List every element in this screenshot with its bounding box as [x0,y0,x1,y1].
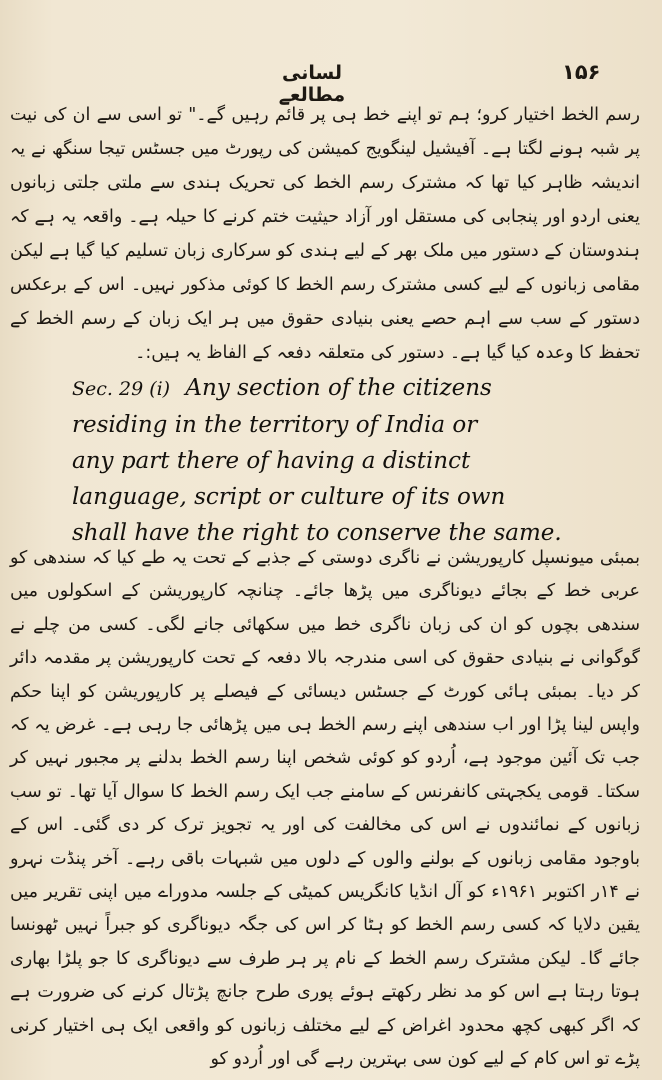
text-line: لگتا ہے۔ آفیشیل لینگویج کمیشن کی رپورٹ میں جسٹس تیجا سنگھ نے یہ اندیشہ ظاہر کیا تھا کہ مشترک [10,139,640,193]
text-line: یکجہتی کانفرنس کے سامنے جب ایک رسم الخط کا سوال آیا تھا۔ تو سب زبانوں کے نمائندوں نے [10,781,640,836]
text-line: گا۔ لیکن مشترک رسم الخط کے نام پر ہر طرف سے دیوناگری کا جو پلڑا بھاری ہوتا رہتا ہے اس کو مد نظر رکھتے [10,948,640,1003]
text-line: کے سب سے اہم حصے یعنی بنیادی حقوق میں ہر ایک زبان کے رسم الخط کے تحفظ کا وعدہ کیا گیا ہے۔ دستور [10,309,640,363]
text-line: یہ کہ جب تک آئین موجود ہے، اُردو کو کوئی شخص اپنا رسم الخط بدلنے پر مجبور نہیں کر سکتا۔ قومی [10,715,640,802]
page-header [0,56,662,106]
quote-line: language, script or culture of its own [72,484,506,510]
text-line: ناگری خط میں سکھائی جانے لگی۔ کسی من چلے نے گوگوانی نے بنیادی حقوق کی اسی مندرجہ بالا [10,614,640,669]
quote-line: residing in the territory of India or [72,412,478,438]
text-line: کی متعلقہ دفعہ کے الفاظ یہ ہیں:۔ [135,343,394,363]
text-line: ہوئے پوری طرح جانچ پڑتال کرنے کی ضرورت ہے کہ اگر کبھی کچھ محدود اغراض کے لیے مختلف [10,982,640,1036]
section-reference: Sec. 29 (i) [72,378,171,400]
text-line: رسم الخط کی تحریک ہندی سے ملتی جلتی زبانوں یعنی اردو اور پنجابی کی مستقل اور آزاد حیثیت ختم کرنے [10,173,640,227]
quote-line: any part there of having a distinct [72,448,471,474]
quote-line: Sec. 29 (i) Any section of the citizens [72,375,492,401]
text-line: مدوراے میں اپنی تقریر میں یقین دلایا کہ کسی رسم الخط کو ہٹا کر اس کی جگہ دیوناگری کو جبراً نہیں ٹھونسا جائے [10,882,640,969]
text-line: کا حیلہ ہے۔ واقعہ یہ ہے کہ ہندوستان کے دستور میں ملک بھر کے لیے ہندی کو سرکاری زبان [10,207,640,261]
text-line: بمبئی میونسپل کارپوریشن نے ناگری دوستی کے جذبے کے تحت یہ طے کیا کہ سندھی کو عربی خط [10,548,641,602]
text-line: زبانوں کو واقعی ایک ہی اختیار کرنی پڑے تو اس کام کے لیے کون سی بہترین رہے گی اور اُردو کو [10,1015,640,1070]
text-line: میں شبہات باقی رہے۔ آخر پنڈت نہرو نے ۱۴ر اکتوبر ۱۹۶۱ء کو آل انڈیا کانگریس کمیٹی کے جلسہ [10,848,641,903]
text-line: کے بجائے دیوناگری میں پڑھا جائے۔ چنانچہ کارپوریشن کے اسکولوں میں سندھی بچوں کو ان کی زبان [10,581,640,635]
paragraph-top [10,98,640,370]
text-line: تسلیم کیا گیا ہے لیکن مقامی زبانوں کے لیے کسی مشترک رسم الخط کا کوئی مذکور نہیں۔ اس کے برعکس دستور [10,241,640,329]
constitution-quote [72,370,592,551]
text-line: دفعہ کے تحت کارپوریشن پر مقدمہ دائر کر دیا۔ بمبئی ہائی کورٹ کے جسٹس دیسائی کے فیصلے پر [10,648,640,702]
text-line: کارپوریشن کو اپنا حکم واپس لینا پڑا اور اب سندھی اپنے رسم الخط ہی میں پڑھائی جا رہی ہے۔ غرض [10,681,640,736]
text-line: اس کی مخالفت کی اور یہ تجویز ترک کر دی گئی۔ اس کے باوجود مقامی زبانوں کے بولنے والوں کے دلوں [10,815,640,869]
running-title: لسانی مطالعے [278,62,346,106]
page-number: ۱۵۶ [562,60,601,84]
paragraph-bottom [10,542,640,1077]
quote-line: shall have the right to conserve the same. [72,520,562,546]
text-line: رسم الخط اختیار کرو؛ ہم تو اپنے خط ہی پر قائم رہیں گے۔" تو اسی سے ان کی نیت پر شبہ ہونے [10,105,640,159]
